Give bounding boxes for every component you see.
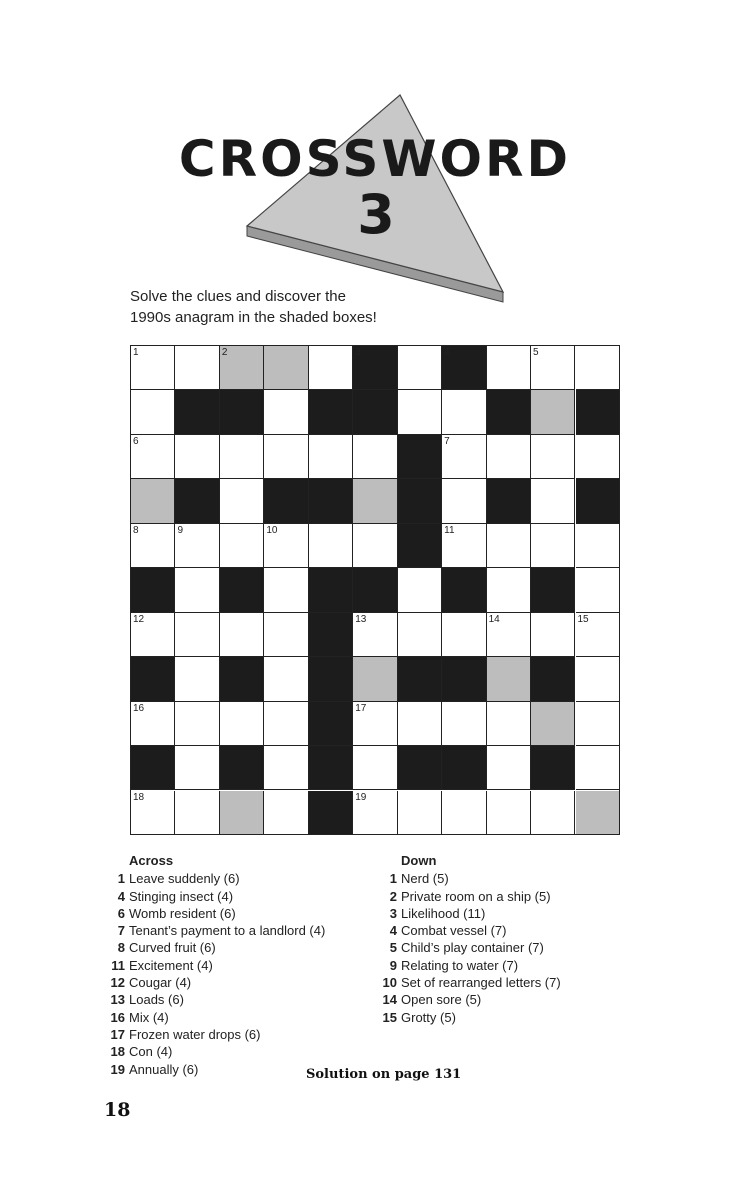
grid-cell[interactable] bbox=[131, 791, 175, 834]
instructions bbox=[130, 286, 450, 328]
grid-cell[interactable] bbox=[487, 613, 531, 657]
grid-cell-shaded[interactable] bbox=[131, 479, 175, 523]
grid-cell[interactable] bbox=[442, 524, 486, 568]
clue-number: 3 bbox=[355, 347, 361, 358]
grid-cell-black bbox=[442, 568, 486, 612]
grid-cell[interactable] bbox=[264, 791, 308, 834]
clue-text: Child’s play container (7) bbox=[401, 940, 544, 956]
grid-cell[interactable] bbox=[398, 613, 442, 657]
grid-cell[interactable] bbox=[531, 479, 575, 523]
down-clue bbox=[372, 1009, 561, 1026]
clue-text: Set of rearranged letters (7) bbox=[401, 975, 561, 991]
grid-cell[interactable] bbox=[264, 390, 308, 434]
across-clue bbox=[100, 1043, 325, 1060]
clue-number: 8 bbox=[133, 524, 139, 536]
clue-number: 4 bbox=[117, 888, 125, 904]
down-clues bbox=[372, 852, 561, 1026]
clue-number: 1 bbox=[389, 871, 397, 887]
grid-cell-black bbox=[131, 568, 175, 612]
grid-cell[interactable] bbox=[353, 791, 397, 834]
grid-cell[interactable] bbox=[442, 479, 486, 523]
grid-cell-black bbox=[398, 435, 442, 479]
grid-cell-black bbox=[398, 524, 442, 568]
grid-cell[interactable] bbox=[175, 746, 219, 790]
grid-cell-black bbox=[353, 568, 397, 612]
clue-number: 7 bbox=[117, 923, 125, 939]
down-clue bbox=[372, 922, 561, 939]
clue-number: 12 bbox=[110, 975, 125, 991]
grid-cell[interactable] bbox=[576, 657, 619, 701]
clue-text: Leave suddenly (6) bbox=[129, 871, 240, 887]
clue-number: 18 bbox=[110, 1044, 125, 1060]
grid-cell-black bbox=[442, 657, 486, 701]
clue-text: Cougar (4) bbox=[129, 975, 192, 991]
across-heading: Across bbox=[129, 853, 174, 868]
clue-number: 7 bbox=[444, 435, 450, 447]
grid-cell-black bbox=[576, 390, 619, 434]
clue-text: Nerd (5) bbox=[401, 871, 449, 887]
grid-cell[interactable] bbox=[175, 791, 219, 834]
grid-cell-black bbox=[309, 568, 353, 612]
clue-number: 9 bbox=[389, 957, 397, 973]
clue-number: 2 bbox=[221, 347, 228, 358]
grid-cell[interactable] bbox=[398, 390, 442, 434]
clue-number: 6 bbox=[117, 905, 125, 921]
grid-cell[interactable] bbox=[220, 524, 264, 568]
down-clue bbox=[372, 974, 561, 991]
clue-number: 15 bbox=[382, 1009, 397, 1025]
grid-cell-shaded[interactable] bbox=[353, 479, 397, 523]
grid-cell-shaded[interactable] bbox=[220, 346, 264, 390]
clue-text: Mix (4) bbox=[129, 1009, 169, 1025]
grid-cell-black bbox=[220, 390, 264, 434]
clue-text: Grotty (5) bbox=[401, 1009, 456, 1025]
grid-cell[interactable] bbox=[576, 613, 619, 657]
across-clue bbox=[100, 905, 325, 922]
grid-cell[interactable] bbox=[175, 524, 219, 568]
clue-number: 10 bbox=[266, 524, 278, 536]
grid-cell[interactable] bbox=[442, 791, 486, 834]
grid-cell[interactable] bbox=[309, 435, 353, 479]
grid-cell[interactable] bbox=[398, 791, 442, 834]
grid-cell-shaded[interactable] bbox=[487, 657, 531, 701]
grid-cell[interactable] bbox=[353, 435, 397, 479]
solution-note: Solution on page 131 bbox=[306, 1067, 462, 1082]
clue-text: Womb resident (6) bbox=[129, 905, 236, 921]
grid-cell-shaded[interactable] bbox=[531, 390, 575, 434]
down-clue bbox=[372, 991, 561, 1008]
grid-cell[interactable] bbox=[398, 702, 442, 746]
down-heading: Down bbox=[401, 853, 437, 868]
grid-cell[interactable] bbox=[264, 524, 308, 568]
title-number: 3 bbox=[357, 183, 395, 246]
grid-cell[interactable] bbox=[398, 568, 442, 612]
grid-cell-black bbox=[487, 390, 531, 434]
clue-text: Relating to water (7) bbox=[401, 957, 519, 973]
grid-cell-black bbox=[398, 479, 442, 523]
grid-cell[interactable] bbox=[576, 746, 619, 790]
clue-number: 17 bbox=[110, 1026, 125, 1042]
grid-cell-black bbox=[531, 568, 575, 612]
clue-text: Con (4) bbox=[129, 1044, 173, 1060]
grid-cell-black bbox=[175, 479, 219, 523]
clue-text: Curved fruit (6) bbox=[129, 940, 216, 956]
grid-cell[interactable] bbox=[264, 613, 308, 657]
clue-number: 11 bbox=[111, 957, 125, 973]
grid-cell[interactable] bbox=[487, 568, 531, 612]
grid-cell-shaded[interactable] bbox=[220, 791, 264, 834]
down-clue bbox=[372, 957, 561, 974]
clue-number: 8 bbox=[117, 940, 125, 956]
grid-cell[interactable] bbox=[131, 524, 175, 568]
clue-number: 2 bbox=[389, 888, 397, 904]
across-clue bbox=[100, 870, 325, 887]
grid-cell-black bbox=[531, 746, 575, 790]
clue-text: Frozen water drops (6) bbox=[129, 1026, 261, 1042]
clue-text: Combat vessel (7) bbox=[401, 923, 507, 939]
clue-number: 5 bbox=[389, 940, 397, 956]
clue-number: 19 bbox=[110, 1061, 125, 1077]
grid-cell-black bbox=[309, 702, 353, 746]
grid-cell-black bbox=[487, 479, 531, 523]
clue-number: 14 bbox=[382, 992, 397, 1008]
across-clue bbox=[100, 957, 325, 974]
clue-text: Likelihood (11) bbox=[401, 905, 486, 921]
clue-text: Open sore (5) bbox=[401, 992, 482, 1008]
grid-cell[interactable] bbox=[442, 390, 486, 434]
across-clue bbox=[100, 974, 325, 991]
clue-number: 3 bbox=[389, 905, 397, 921]
clue-text: Stinging insect (4) bbox=[129, 888, 234, 904]
grid-cell-shaded[interactable] bbox=[531, 702, 575, 746]
grid-cell[interactable] bbox=[175, 568, 219, 612]
grid-cell-black bbox=[353, 346, 397, 390]
grid-cell[interactable] bbox=[264, 568, 308, 612]
grid-cell[interactable] bbox=[487, 791, 531, 834]
instructions-line-1: Solve the clues and discover the bbox=[130, 288, 346, 305]
grid-cell[interactable] bbox=[175, 435, 219, 479]
crossword-grid bbox=[130, 345, 620, 835]
grid-cell[interactable] bbox=[531, 524, 575, 568]
clue-text: Loads (6) bbox=[129, 992, 184, 1008]
clue-number: 5 bbox=[533, 347, 539, 358]
grid-cell-black bbox=[442, 346, 486, 390]
clue-text: Excitement (4) bbox=[129, 957, 213, 973]
grid-cell[interactable] bbox=[264, 657, 308, 701]
clue-number: 1 bbox=[117, 871, 125, 887]
grid-cell-black bbox=[576, 479, 619, 523]
down-clue bbox=[372, 939, 561, 956]
across-clue bbox=[100, 1009, 325, 1026]
down-clue bbox=[372, 870, 561, 887]
grid-cell[interactable] bbox=[487, 435, 531, 479]
clue-number: 14 bbox=[488, 613, 500, 625]
clue-number: 16 bbox=[110, 1009, 125, 1025]
grid-cell[interactable] bbox=[264, 702, 308, 746]
down-clue bbox=[372, 905, 561, 922]
grid-cell[interactable] bbox=[531, 613, 575, 657]
grid-cell[interactable] bbox=[131, 613, 175, 657]
grid-cell[interactable] bbox=[175, 346, 219, 390]
grid-cell[interactable] bbox=[576, 568, 619, 612]
grid-cell-shaded[interactable] bbox=[353, 657, 397, 701]
clue-number: 13 bbox=[110, 992, 125, 1008]
grid-cell[interactable] bbox=[220, 479, 264, 523]
grid-cell[interactable] bbox=[131, 702, 175, 746]
grid-cell-black bbox=[175, 390, 219, 434]
grid-cell[interactable] bbox=[576, 435, 619, 479]
clue-number: 17 bbox=[355, 702, 367, 714]
clue-number: 19 bbox=[355, 791, 367, 803]
clue-number: 13 bbox=[355, 613, 367, 625]
grid-cell-black bbox=[309, 390, 353, 434]
grid-cell[interactable] bbox=[131, 346, 175, 390]
grid-cell[interactable] bbox=[220, 613, 264, 657]
grid-cell[interactable] bbox=[442, 435, 486, 479]
grid-cell[interactable] bbox=[531, 791, 575, 834]
grid-cell[interactable] bbox=[353, 746, 397, 790]
clue-number: 9 bbox=[177, 524, 183, 536]
grid-cell[interactable] bbox=[531, 435, 575, 479]
grid-cell-black bbox=[442, 746, 486, 790]
title-graphic bbox=[0, 0, 750, 320]
page-number: 18 bbox=[104, 1099, 131, 1121]
title-word: CROSSWORD bbox=[178, 130, 572, 188]
grid-cell-black bbox=[353, 390, 397, 434]
instructions-line-2: 1990s anagram in the shaded boxes! bbox=[130, 309, 377, 326]
across-clue bbox=[100, 939, 325, 956]
clue-number: 1 bbox=[133, 347, 139, 358]
clue-text: Tenant’s payment to a landlord (4) bbox=[129, 923, 326, 939]
grid-cell[interactable] bbox=[175, 702, 219, 746]
clue-number: 11 bbox=[444, 524, 455, 536]
grid-cell[interactable] bbox=[487, 746, 531, 790]
grid-cell[interactable] bbox=[487, 524, 531, 568]
across-clue bbox=[100, 991, 325, 1008]
grid-cell-black bbox=[131, 746, 175, 790]
clue-text: Annually (6) bbox=[129, 1061, 199, 1077]
grid-cell[interactable] bbox=[442, 702, 486, 746]
grid-cell-black bbox=[398, 657, 442, 701]
clue-text: Private room on a ship (5) bbox=[401, 888, 551, 904]
grid-cell-black bbox=[220, 657, 264, 701]
across-clue bbox=[100, 922, 325, 939]
grid-cell[interactable] bbox=[353, 524, 397, 568]
grid-cell[interactable] bbox=[442, 613, 486, 657]
clue-number: 6 bbox=[133, 435, 139, 447]
grid-cell-black bbox=[309, 613, 353, 657]
grid-cell[interactable] bbox=[220, 435, 264, 479]
grid-cell[interactable] bbox=[353, 702, 397, 746]
grid-cell-black bbox=[309, 479, 353, 523]
clue-number: 16 bbox=[133, 702, 145, 714]
grid-cell[interactable] bbox=[398, 346, 442, 390]
grid-cell[interactable] bbox=[264, 435, 308, 479]
grid-cell-black bbox=[309, 746, 353, 790]
grid-cell-black bbox=[309, 657, 353, 701]
clue-number: 18 bbox=[133, 791, 145, 803]
clue-number: 10 bbox=[382, 975, 397, 991]
grid-cell[interactable] bbox=[175, 613, 219, 657]
grid-cell[interactable] bbox=[576, 524, 619, 568]
grid-cell-black bbox=[309, 791, 353, 834]
grid-cell[interactable] bbox=[131, 390, 175, 434]
grid-cell-black bbox=[220, 746, 264, 790]
grid-cell[interactable] bbox=[576, 702, 619, 746]
across-clue bbox=[100, 1061, 325, 1078]
grid-cell[interactable] bbox=[576, 346, 619, 390]
clue-number: 4 bbox=[389, 923, 397, 939]
grid-cell-black bbox=[264, 479, 308, 523]
grid-cell[interactable] bbox=[309, 524, 353, 568]
grid-cell[interactable] bbox=[531, 346, 575, 390]
grid-cell-shaded[interactable] bbox=[264, 346, 308, 390]
grid-cell-black bbox=[131, 657, 175, 701]
grid-cell[interactable] bbox=[487, 346, 531, 390]
down-clue bbox=[372, 888, 561, 905]
grid-cell[interactable] bbox=[309, 346, 353, 390]
clue-number: 4 bbox=[444, 347, 450, 358]
grid-cell[interactable] bbox=[264, 746, 308, 790]
grid-cell[interactable] bbox=[487, 702, 531, 746]
grid-cell[interactable] bbox=[220, 702, 264, 746]
grid-cell[interactable] bbox=[131, 435, 175, 479]
across-clue bbox=[100, 1026, 325, 1043]
grid-cell-black bbox=[398, 746, 442, 790]
clue-number: 12 bbox=[133, 613, 145, 625]
across-clues bbox=[100, 852, 325, 1078]
grid-cell[interactable] bbox=[175, 657, 219, 701]
grid-cell-black bbox=[220, 568, 264, 612]
grid-cell[interactable] bbox=[353, 613, 397, 657]
clue-number: 15 bbox=[577, 613, 589, 625]
grid-cell-shaded[interactable] bbox=[576, 791, 619, 834]
grid-cell-black bbox=[531, 657, 575, 701]
across-clue bbox=[100, 888, 325, 905]
